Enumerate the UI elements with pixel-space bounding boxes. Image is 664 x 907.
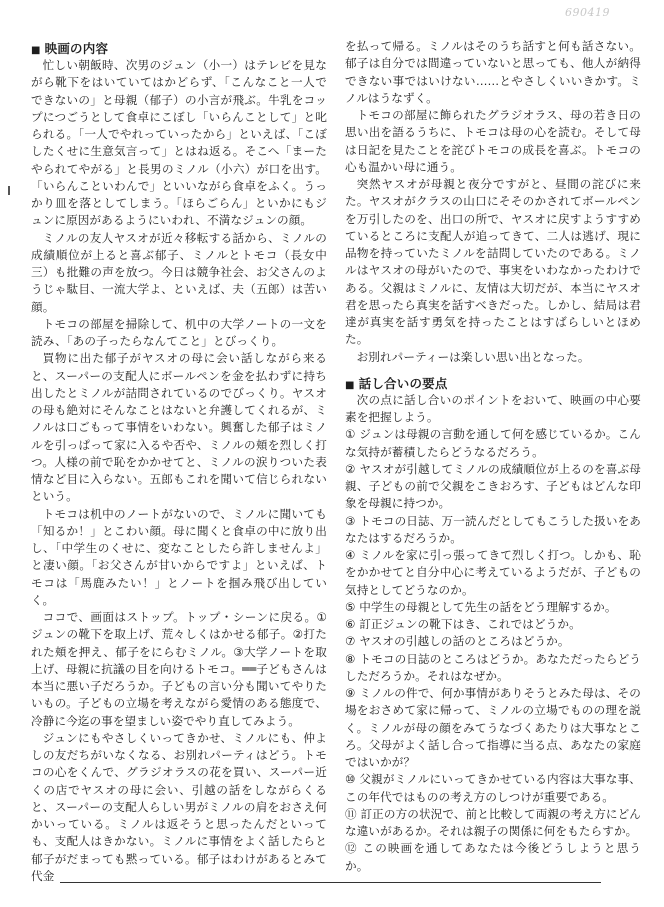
discussion-point: ⑫ この映画を通してあなたは今後どうしようと思うか。 bbox=[345, 841, 641, 873]
section-heading-text: 映画の内容 bbox=[44, 41, 109, 56]
paragraph: トモコの部屋を掃除して、机中の大学ノートの一文を読み、「あの子ったらなんてこと」とびっくり。 bbox=[31, 316, 327, 348]
paragraph: トモコは机中のノートがないので、ミノルに聞いても「知るか！」とこわい顔。母に聞くと食卓の中に放り出し、「中学生のくせに、変なことしたら許しませんよ」と凄い顔。「お父さんが甘いからですよ」といえば、トモコは「馬鹿みたい！」とノートを掴み飛び出していく。 bbox=[31, 506, 327, 607]
paragraph: お別れパーティーは楽しい思い出となった。 bbox=[356, 349, 590, 364]
paragraph: 買物に出た郁子がヤスオの母に会い話しながら来ると、スーパーの支配人にボールペンを金を払わずに持ち出したとミノルが詰問されているのでびっくり。ヤスオの母も絶対にそんなことはないと弁護してくれるが、ミノルは口ごもって事情をいわない。興奮した郁子はミノルを引っぱって家に入るや否や、ミノルの頬を烈しく打つ。人様の前で恥をかかせてと、ミノルの涙りついた表情など目に入らない。五郎もこれを聞いて信じられないという。 bbox=[31, 351, 327, 504]
paragraph: 次の点に話し合いのポイントをおいて、映画の中心要素を把握しよう。 bbox=[345, 392, 641, 424]
discussion-point: ⑧ トモコの日誌のところはどうか。あなただったらどうしただろうか。それはなぜか。 bbox=[345, 651, 641, 683]
discussion-point: ① ジュンは母親の言動を通して何を感じているか。こんな気持が蓄積したらどうなるだろう。 bbox=[345, 427, 641, 459]
discussion-point: ⑪ 訂正の方の状況で、前と比較して両親の考え方にどんな違いがあるか。それは親子の関係に何をもたらすか。 bbox=[345, 806, 641, 838]
paragraph: ジュンにもやさしくいってきかせ、ミノルにも、仲よしの友だちがいなくなる、お別れパーティはどう。トモコの心をくんで、グラジオラスの花を買い、スーパー近くの店でヤスオの母に会い、引越の話をしながらくると、スーパーの支配人らしい男がミノルの肩をおさえ何かいっている。ミノルは返そうと思ったんだといっても、支配人はきかない。ミノルに事情をよく話したらと郁子がだまっても黙っている。郁子はわけがあるとみて代金 bbox=[31, 730, 327, 883]
right-column bbox=[345, 38, 641, 875]
left-column bbox=[31, 40, 327, 885]
section-heading-text: 話し合いの要点 bbox=[358, 375, 448, 391]
paragraph: ココで、画面はストップ。トップ・シーンに戻る。①ジュンの靴下を取上げ、荒々しくはかせる郁子。②打たれた頬を押え、郁子をにらむミノル。③大学ノートを取上げ、母親に抗議の目を向けるトモコ。══子どもさんは本当に悪い子だろうか。子どもの言い分も聞いてやりたいもの。子どもの立場を考えながら愛情のある態度で、冷静に今迄の事を望ましい姿でやり直してみよう。 bbox=[31, 610, 327, 728]
discussion-point: ⑤ 中学生の母親として先生の話をどう理解するか。 bbox=[345, 599, 617, 614]
footer-rule bbox=[60, 882, 601, 883]
discussion-point: ⑨ ミノルの件で、何か事情がありそうとみた母は、その場をおさめて家に帰って、ミノルの立場でものの理を説く。ミノルが母の顔をみてうなづくあたりは大事なところ。父母がよく話し合って指導に当る点、あなたの家庭ではいかが？ bbox=[345, 686, 641, 769]
discussion-point: ③ トモコの日誌、万一読んだとしてもこうした扱いをあなたはするだろうか。 bbox=[345, 513, 641, 545]
discussion-point: ④ ミノルを家に引っ張ってきて烈しく打つ。しかも、恥をかかせてと自分中心に考えているようだが、子どもの気持としてどうなのか。 bbox=[345, 548, 641, 597]
section-heading-discussion-points bbox=[345, 375, 641, 392]
discussion-point: ② ヤスオが引越してミノルの成績順位が上るのを喜ぶ母親、子どもの前で父親をこきおろす、子どもはどんな印象を母親に持つか。 bbox=[345, 461, 641, 511]
square-bullet-icon: ■ bbox=[31, 45, 41, 56]
paragraph: ミノルの友人ヤスオが近々移転する話から、ミノルの成績順位が上ると喜ぶ郁子、ミノルとトモコ（長女中三）も批難の声を放つ。今日は競争社会、お父さんのようじゃ駄目、一流大学よ、といえば、夫（五郎）は苦い顔。 bbox=[31, 230, 327, 314]
discussion-point: ⑦ ヤスオの引越しの話のところはどうか。 bbox=[345, 634, 570, 649]
margin-mark bbox=[8, 186, 10, 195]
section-gap bbox=[345, 366, 641, 375]
section-heading-film-content bbox=[31, 40, 327, 57]
square-bullet-icon: ■ bbox=[345, 379, 355, 391]
discussion-point: ⑥ 訂正ジュンの靴下はき、これではどうか。 bbox=[345, 617, 581, 631]
discussion-point: ⑩ 父親がミノルにいってきかせている内容は大事な事、この年代ではものの考え方のしつけが重要である。 bbox=[345, 772, 641, 804]
paragraph: 忙しい朝飯時、次男のジュン（小一）はテレビを見ながら靴下をはいていてはかどらず、「こんなこと一人でできないの」と母親（郁子）の小言が飛ぶ。牛乳をコップにつごうとして食卓にこぼし「いらんことして」と叱られる。「一人でやれっていったから」といえば、「こぼしたくせに生意気言って」とはね返る。そこへ「まーたやられてやがる」と長男のミノル（小六）が口を出す。「いらんこといわんで」といいながら食卓をふく。うっかり皿を落としてしまう。「ほらごらん」といかにもジュンに原因があるようにいわれ、不満なジュンの顔。 bbox=[31, 58, 327, 228]
paragraph: を払って帰る。ミノルはそのうち話すと何も話さない。郁子は自分では間違っていないと思っても、他人が納得できない事ではいけない……とやさしくいいきかす。ミノルはうなずく。 bbox=[345, 39, 641, 105]
paragraph: トモコの部屋に飾られたグラジオラス、母の若き日の思い出を語るうちに、トモコは母の心を読む。そして母は日記を見たことを詫びトモコの成長を喜ぶ。トモコの心も温かい母に通う。 bbox=[345, 108, 641, 174]
paragraph: 突然ヤスオが母親と夜分ですがと、昼間の詫びに来た。ヤスオがクラスの山口にそそのかされてボールペンを万引したのを、出口の所で、ヤスオに戻すようすすめているところに支配人が追ってきて、二人は逃げ、現に品物を持っていたミノルを詰問していたのである。ミノルはヤスオの母がいたので、事実をいわなかったわけである。父親はミノルに、友情は大切だが、本当にヤスオ君を思ったら真実を話すべきだった。しかし、結局は君達が真実を話す勇気を持ったことはすばらしいとほめた。 bbox=[345, 177, 641, 347]
page-number-stamp: 690419 bbox=[565, 6, 610, 19]
